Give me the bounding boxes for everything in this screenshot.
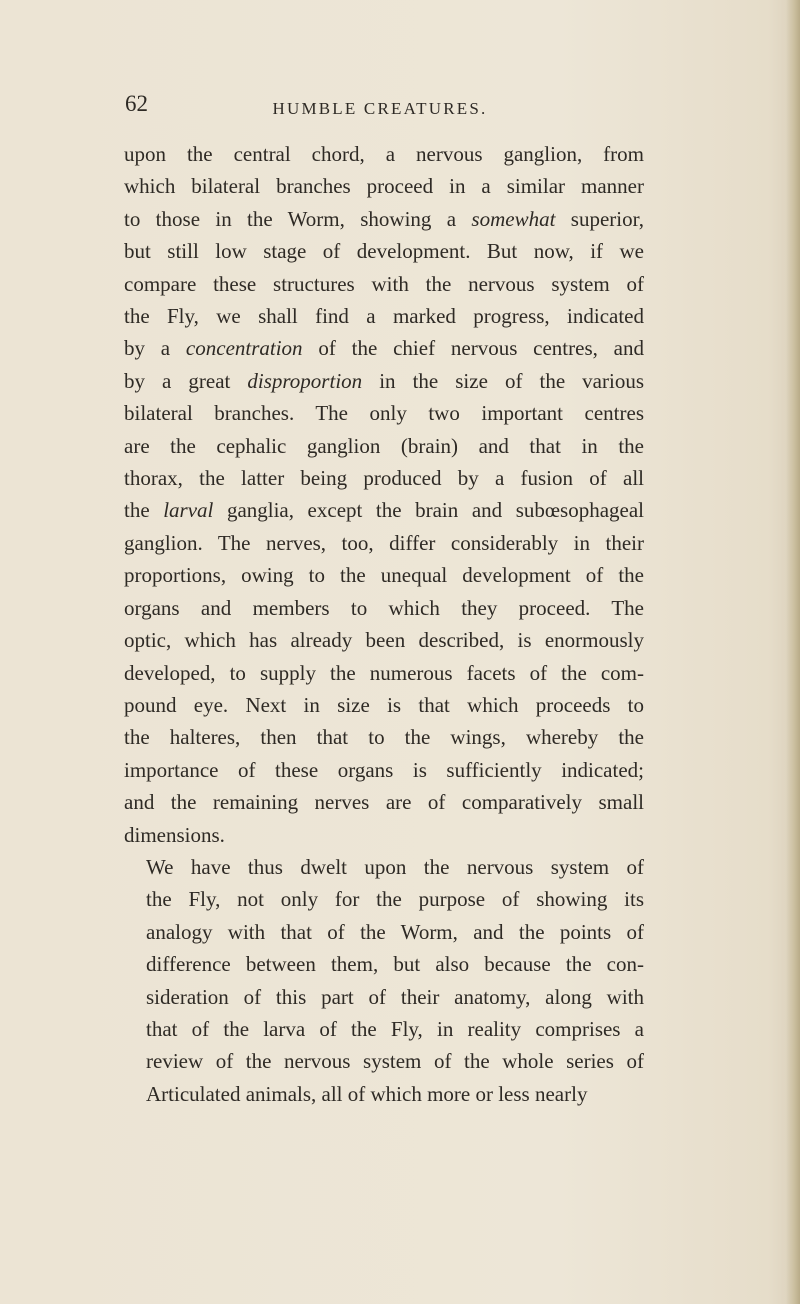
italic-emphasis: larval bbox=[163, 498, 214, 523]
text-line: upon the central chord, a nervous ganglion, from bbox=[124, 142, 644, 166]
text-line: by a great disproportion in the size of the various bbox=[124, 368, 644, 393]
text-line: ganglion. The nerves, too, differ considerably in their bbox=[124, 530, 644, 555]
text-line: that of the larva of the Fly, in reality comprises a bbox=[146, 1016, 644, 1041]
text-line: and the remaining nerves are of comparatively small bbox=[124, 790, 644, 815]
text-line: the halteres, then that to the wings, whereby the bbox=[124, 725, 644, 750]
text-line: organs and members to which they proceed. The bbox=[124, 595, 644, 620]
text-line: optic, which has already been described, is enormously bbox=[124, 628, 644, 653]
text-line: review of the nervous system of the whole series of bbox=[146, 1049, 644, 1074]
text-line: developed, to supply the numerous facets of the com- bbox=[124, 660, 644, 685]
text-line: to those in the Worm, showing a somewhat superior, bbox=[124, 206, 644, 231]
page-edge-shadow bbox=[786, 0, 800, 1304]
text-line: are the cephalic ganglion (brain) and that in the bbox=[124, 433, 644, 458]
page-header bbox=[0, 89, 800, 129]
text-line: pound eye. Next in size is that which proceeds to bbox=[124, 692, 644, 717]
text-line: the Fly, not only for the purpose of showing its bbox=[146, 887, 644, 912]
page-number: 62 bbox=[125, 91, 148, 116]
paragraph bbox=[124, 851, 644, 1110]
italic-emphasis: somewhat bbox=[471, 206, 556, 231]
text-line: compare these structures with the nervous system of bbox=[124, 271, 644, 296]
body-text bbox=[124, 138, 644, 1110]
text-line: but still low stage of development. But now, if we bbox=[124, 239, 644, 264]
italic-emphasis: disproportion bbox=[247, 368, 363, 393]
text-line: Articulated animals, all of which more or less nearly bbox=[146, 1081, 588, 1106]
text-line: by a concentration of the chief nervous centres, and bbox=[124, 336, 644, 361]
text-line: proportions, owing to the unequal development of the bbox=[124, 563, 644, 588]
text-line: which bilateral branches proceed in a similar manner bbox=[124, 174, 644, 199]
text-line: We have thus dwelt upon the nervous system of bbox=[146, 854, 644, 879]
text-line: the larval ganglia, except the brain and subœsophageal bbox=[124, 498, 645, 523]
text-line: importance of these organs is sufficiently indicated; bbox=[124, 757, 644, 782]
text-line: analogy with that of the Worm, and the points of bbox=[146, 919, 644, 944]
text-line: the Fly, we shall find a marked progress, indicated bbox=[124, 304, 644, 329]
running-head: HUMBLE CREATURES. bbox=[272, 99, 488, 118]
paragraph bbox=[124, 138, 644, 851]
text-line: thorax, the latter being produced by a fusion of all bbox=[124, 466, 644, 491]
text-line: sideration of this part of their anatomy, along with bbox=[146, 984, 644, 1009]
text-line: bilateral branches. The only two important centres bbox=[124, 401, 644, 426]
text-line: difference between them, but also because the con- bbox=[146, 952, 644, 977]
italic-emphasis: concentration bbox=[185, 336, 303, 361]
text-line: dimensions. bbox=[124, 822, 225, 847]
